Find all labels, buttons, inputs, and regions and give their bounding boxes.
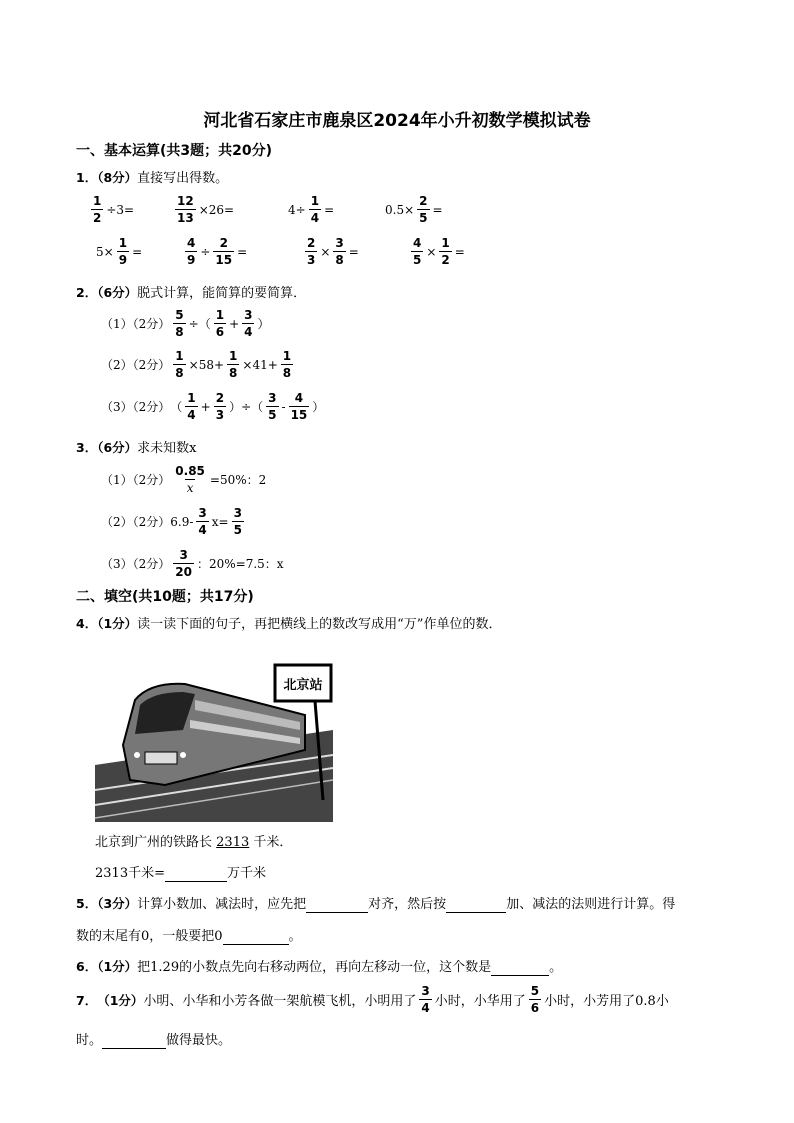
text-fragment: 3 [421, 984, 430, 998]
text-fragment: ÷ [200, 244, 211, 259]
fraction [419, 984, 431, 1015]
train-illustration [95, 660, 333, 822]
text-fragment: 1 [310, 194, 320, 208]
text-fragment: 9 [187, 253, 196, 267]
fraction [232, 506, 244, 537]
text-fragment: 6． [76, 959, 98, 974]
text-fragment: 3 [244, 308, 253, 322]
text-fragment: - [281, 399, 286, 414]
question-score: （8分） [97, 170, 138, 185]
text-fragment: （6分） [97, 285, 138, 300]
text-fragment: 3 [215, 408, 225, 422]
fraction [305, 236, 317, 267]
question-7-line-1 [76, 984, 669, 1015]
text-fragment: 3 [335, 236, 344, 250]
text-fragment: 1 [93, 194, 102, 208]
text-fragment: 3 [233, 506, 242, 520]
question-1-header [76, 167, 228, 186]
text-fragment: 2 [93, 211, 102, 225]
text-fragment: （ [170, 400, 183, 414]
text-fragment: ×58+ [188, 357, 225, 372]
text-fragment: + [229, 316, 240, 331]
q4-sentence [95, 831, 292, 850]
text-fragment: 计算小数加、减法时，应先把 [137, 897, 307, 912]
text-fragment: 5 [233, 523, 242, 537]
text-fragment: =50%：2 [209, 473, 267, 487]
q1-item-f [182, 236, 247, 267]
fraction [529, 984, 541, 1015]
text-fragment: （1）（2分） [101, 317, 171, 331]
page-title: 河北省石家庄市鹿泉区2024年小升初数学模拟试卷 [203, 111, 591, 131]
text-fragment: 4 [413, 236, 422, 250]
text-fragment: 小时，小芳用了0.8小 [544, 994, 669, 1009]
text-fragment: 4 [187, 236, 196, 250]
q3-part-2 [101, 506, 247, 537]
text-fragment: （1分） [97, 616, 138, 631]
text-fragment: 小明、小华和小芳各做一架航模飞机，小明用了 [143, 994, 417, 1009]
text-fragment: 6 [530, 1001, 540, 1015]
text-fragment: 1 [215, 308, 225, 322]
answer-blank[interactable] [446, 897, 506, 913]
text-fragment: 。 [288, 929, 302, 944]
text-fragment: （1分） [97, 992, 144, 1008]
text-fragment: ÷3= [106, 202, 135, 217]
answer-blank[interactable] [223, 929, 289, 945]
fraction [214, 391, 226, 422]
fraction [196, 506, 208, 537]
section-heading-1: 一、基本运算(共3题；共20分) [76, 143, 273, 159]
question-7-line-2 [76, 1029, 231, 1049]
text-fragment: （6分） [97, 440, 138, 455]
question-6 [76, 956, 562, 976]
text-fragment: × [320, 244, 331, 259]
text-fragment: ÷（ [188, 317, 211, 331]
text-fragment: 5 [530, 984, 540, 998]
q1-item-d [385, 194, 443, 225]
question-5-line-2 [76, 925, 302, 945]
text-fragment: 13 [177, 211, 194, 225]
text-fragment: 3 [268, 391, 277, 405]
text-fragment: 12 [177, 194, 194, 208]
q2-part-3 [101, 391, 324, 422]
fraction [289, 391, 310, 422]
text-fragment: × [426, 244, 437, 259]
text-fragment: ×41+ [242, 357, 278, 372]
fraction [411, 236, 423, 267]
fraction [439, 236, 451, 267]
text-fragment: （1分） [97, 959, 138, 974]
fraction [173, 349, 185, 380]
q1-item-g [302, 236, 359, 267]
text-fragment: 4． [76, 616, 98, 631]
text-fragment: 15 [215, 253, 233, 267]
text-fragment: 3． [76, 440, 98, 455]
text-fragment: = [324, 202, 335, 217]
answer-blank[interactable] [165, 866, 227, 882]
q3-part-3 [101, 548, 284, 579]
text-fragment: 20 [175, 565, 192, 579]
fraction [214, 308, 226, 339]
text-fragment: x [186, 481, 194, 495]
text-fragment: 2． [76, 285, 98, 300]
text-fragment: 3 [198, 506, 207, 520]
text-fragment: 2313千米= [95, 866, 165, 881]
text-fragment: 小时，小华用了 [434, 994, 526, 1009]
text-fragment: 对齐，然后按 [368, 897, 447, 912]
text-fragment: （3分） [97, 896, 138, 911]
fraction [91, 194, 103, 225]
text-fragment: 15 [290, 408, 308, 422]
text-fragment: x= [211, 514, 229, 529]
q1-item-h [408, 236, 465, 267]
question-text: 直接写出得数。 [137, 171, 229, 186]
text-fragment: 1 [187, 391, 196, 405]
text-fragment: 把1.29的小数点先向右移动两位，再向左移动一位，这个数是 [137, 960, 492, 975]
text-fragment: 5． [76, 896, 98, 911]
text-fragment: 5 [413, 253, 422, 267]
question-3-header [76, 437, 197, 456]
text-fragment: 6.9- [170, 514, 194, 529]
text-fragment: 1 [118, 236, 128, 250]
fraction [173, 308, 185, 339]
text-fragment: 8 [282, 366, 292, 380]
text-fragment: = [454, 244, 465, 259]
fraction [185, 236, 197, 267]
text-fragment: ×26= [198, 202, 235, 217]
text-fragment: 8 [175, 366, 184, 380]
fraction [227, 349, 239, 380]
text-fragment: 0.5× [385, 202, 415, 217]
text-fragment: 万千米 [226, 866, 266, 881]
fraction [173, 548, 194, 579]
text-fragment: （2）（2分） [101, 358, 171, 372]
text-fragment: 1 [175, 349, 184, 363]
text-fragment: 6 [215, 325, 225, 339]
q2-part-2 [101, 349, 296, 380]
answer-blank[interactable] [491, 960, 549, 976]
answer-blank[interactable] [102, 1033, 166, 1049]
text-fragment: 2 [441, 253, 450, 267]
q1-item-e [96, 236, 142, 267]
fraction [333, 236, 345, 267]
text-fragment: + [200, 399, 211, 414]
text-fragment: 千米． [253, 835, 293, 850]
answer-blank[interactable] [306, 897, 368, 913]
text-fragment: （3）（2分） [101, 400, 171, 414]
text-fragment: （1）（2分） [101, 473, 171, 487]
text-fragment: ：20%=7.5：x [196, 557, 284, 571]
text-fragment: 。 [549, 960, 563, 975]
station-sign-text: 北京站 [283, 678, 323, 693]
text-fragment: 2313 [216, 835, 250, 850]
question-5-line-1 [76, 893, 675, 913]
text-fragment: 1 [282, 349, 292, 363]
text-fragment: 2 [307, 236, 316, 250]
text-fragment: 4 [310, 211, 320, 225]
fraction [242, 308, 254, 339]
fraction [117, 236, 129, 267]
text-fragment: 4 [187, 408, 196, 422]
text-fragment: = [132, 244, 143, 259]
text-fragment: 0.85 [175, 464, 205, 478]
text-fragment: 求未知数x [137, 441, 197, 456]
text-fragment: 4 [198, 523, 207, 537]
fraction [417, 194, 429, 225]
text-fragment: 做得最快。 [166, 1033, 232, 1048]
text-fragment: ）÷（ [229, 400, 264, 414]
fraction [213, 236, 234, 267]
text-fragment: 5 [175, 308, 184, 322]
text-fragment: 9 [118, 253, 128, 267]
fraction [309, 194, 321, 225]
section-heading-2: 二、填空(共10题；共17分) [76, 589, 254, 605]
text-fragment: 2 [219, 236, 228, 250]
q1-item-b [172, 194, 234, 225]
text-fragment: （2）（2分） [101, 515, 171, 529]
text-fragment: 3 [307, 253, 316, 267]
text-fragment: 4÷ [288, 202, 306, 217]
text-fragment: = [432, 202, 443, 217]
text-fragment: 2 [419, 194, 428, 208]
text-fragment: 时。 [76, 1033, 103, 1048]
q1-item-a [88, 194, 134, 225]
text-fragment: = [348, 244, 359, 259]
text-fragment: （3）（2分） [101, 557, 171, 571]
text-fragment: 2 [215, 391, 225, 405]
text-fragment: = [237, 244, 248, 259]
text-fragment: 数的末尾有0，一般要把0 [76, 929, 223, 944]
text-fragment: 5 [268, 408, 277, 422]
fraction [175, 194, 196, 225]
q2-part-1 [101, 308, 270, 339]
text-fragment: 1 [441, 236, 450, 250]
q4-answer-line [95, 862, 266, 882]
q3-part-1 [101, 464, 266, 495]
text-fragment: 1 [229, 349, 238, 363]
text-fragment: 北京到广州的铁路长 [95, 835, 213, 850]
text-fragment: 读一读下面的句子，再把横线上的数改写成用“万”作单位的数． [137, 617, 502, 632]
question-4-header [76, 613, 501, 632]
text-fragment: 3 [179, 548, 188, 562]
text-fragment: 8 [229, 366, 238, 380]
text-fragment: 8 [335, 253, 344, 267]
text-fragment: 加、减法的法则进行计算。得 [506, 897, 676, 912]
text-fragment: 脱式计算，能简算的要简算． [137, 286, 307, 301]
q1-item-c [288, 194, 334, 225]
fraction [281, 349, 293, 380]
text-fragment: 4 [244, 325, 253, 339]
text-fragment: 5 [419, 211, 428, 225]
text-fragment: 4 [421, 1001, 430, 1015]
text-fragment: 4 [294, 391, 304, 405]
text-fragment: ） [257, 317, 270, 331]
question-number: 1． [76, 170, 98, 185]
fraction [173, 464, 207, 495]
text-fragment: 7． [76, 992, 98, 1008]
text-fragment: 8 [175, 325, 184, 339]
text-fragment: ） [312, 400, 325, 414]
question-2-header [76, 282, 306, 301]
text-fragment: 5× [96, 244, 114, 259]
fraction [185, 391, 197, 422]
fraction [266, 391, 278, 422]
